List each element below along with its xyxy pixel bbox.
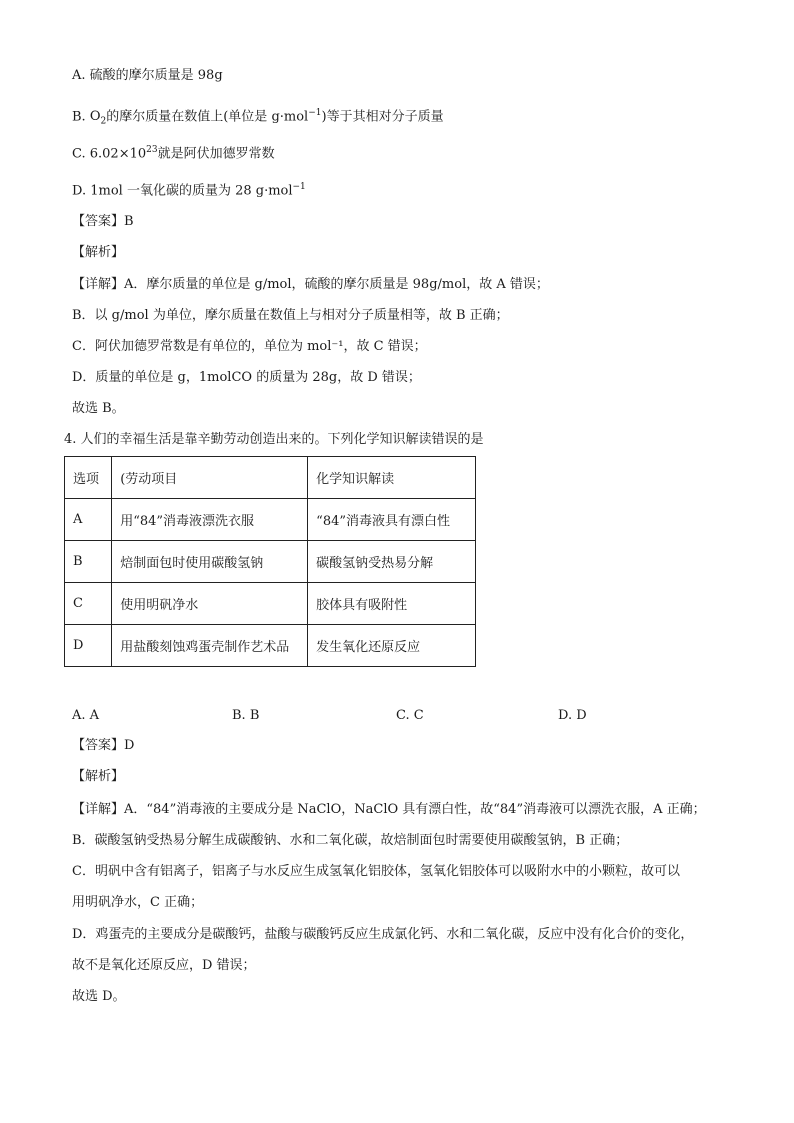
table-header-cell: (劳动项目 [112,457,308,499]
table-cell: 发生氧化还原反应 [308,625,476,667]
table-cell: C [65,583,112,625]
option-a: A. 硫酸的摩尔质量是 98g [72,68,223,83]
table-cell: 胶体具有吸附性 [308,583,476,625]
choice-b: B. B [232,708,260,723]
choice-c: C. C [396,708,424,723]
choice-a: A. A [72,708,100,723]
answer-label: 【答案】B [72,214,134,229]
o2-formula: $O_2$ [89,109,107,127]
table-cell: A [65,499,112,541]
detail-line: C．阿伏加德罗常数是有单位的，单位为 mol⁻¹，故 C 错误； [72,339,427,354]
conclusion-line: 故选 D。 [72,989,126,1004]
question-4-table [64,456,476,667]
choice-d: D. D [558,708,587,723]
option-b-sup: −1 [308,108,322,118]
option-d: D. 1mol 一氧化碳的质量为 28 g·mol$^{-1}$ [72,182,306,199]
option-b-end: )等于其相对分子质量 [321,109,444,125]
option-c: C. $6.02\times 10^{23}$就是阿伏加德罗常数 [72,145,275,162]
detail-line: 【详解】A．“84”消毒液的主要成分是 NaClO，NaClO 具有漂白性，故“84”消毒液可以漂洗衣服，A 正确； [72,802,706,817]
answer-label: 【答案】D [72,738,135,753]
detail-line: C．明矾中含有铝离子，铝离子与水反应生成氢氧化铝胶体，氢氧化铝胶体可以吸附水中的小颗粒，故可以 [72,864,680,879]
table-cell: D [65,625,112,667]
table-row [65,499,476,541]
conclusion-line: 故选 B。 [72,401,125,416]
option-d-sup: −1 [292,182,306,192]
table-row [65,625,476,667]
question-4-stem: 4. 人们的幸福生活是靠辛勤劳动创造出来的。下列化学知识解读错误的是 [64,432,484,447]
option-b [72,104,444,131]
table-cell: 碳酸氢钠受热易分解 [308,541,476,583]
table-cell: B [65,541,112,583]
table-cell: 焙制面包时使用碳酸氢钠 [112,541,308,583]
table-cell: 用盐酸刻蚀鸡蛋壳制作艺术品 [112,625,308,667]
table-header-cell: 选项 [65,457,112,499]
detail-line: 故不是氧化还原反应，D 错误； [72,958,256,973]
table-cell: 用“84”消毒液漂洗衣服 [112,499,308,541]
analysis-label: 【解析】 [72,245,125,260]
table-row [65,541,476,583]
detail-line: D．质量的单位是 g，1molCO 的质量为 28g，故 D 错误； [72,370,421,385]
detail-line: 【详解】A．摩尔质量的单位是 g/mol，硫酸的摩尔质量是 98g/mol，故 A 错误； [72,277,549,292]
table-cell: “84”消毒液具有漂白性 [308,499,476,541]
table-cell: 使用明矾净水 [112,583,308,625]
option-b-text: 的摩尔质量在数值上(单位是 g·mol [106,109,309,125]
option-c-sup: 23 [146,145,158,155]
detail-line: 用明矾净水，C 正确； [72,895,204,910]
detail-line: B．以 g/mol 为单位，摩尔质量在数值上与相对分子质量相等，故 B 正确； [72,308,509,323]
detail-line: B．碳酸氢钠受热易分解生成碳酸钠、水和二氧化碳，故焙制面包时需要使用碳酸氢钠，B 正确； [72,833,629,848]
analysis-label: 【解析】 [72,769,125,784]
option-b-prefix: B. [72,109,90,125]
option-c-text: 就是阿伏加德罗常数 [157,146,275,162]
detail-line: D．鸡蛋壳的主要成分是碳酸钙，盐酸与碳酸钙反应生成氯化钙、水和二氧化碳，反应中没有化合价的变化， [72,927,694,942]
table-header-row [65,457,476,499]
table-row [65,583,476,625]
table-header-cell: 化学知识解读 [308,457,476,499]
